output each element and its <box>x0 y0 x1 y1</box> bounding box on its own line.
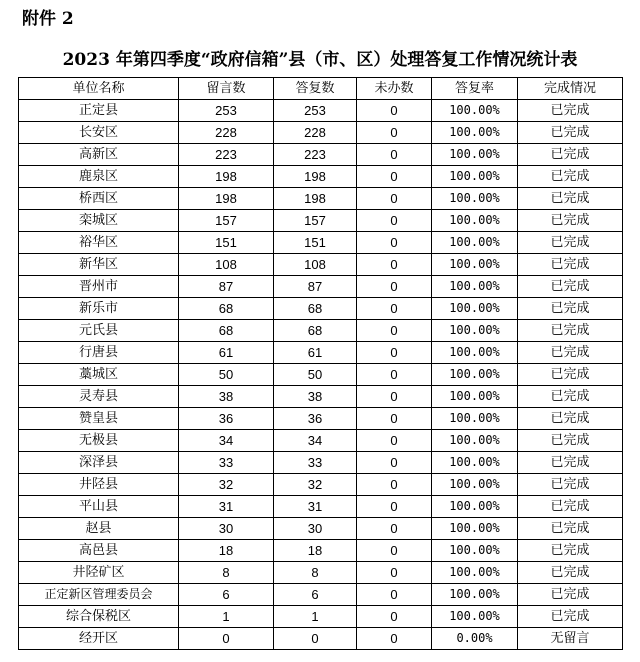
pending-count-cell: 0 <box>357 166 432 188</box>
reply-rate-cell: 100.00% <box>432 606 518 628</box>
completion-status-cell: 已完成 <box>518 166 623 188</box>
message-count-cell: 31 <box>179 496 274 518</box>
message-count-cell: 1 <box>179 606 274 628</box>
completion-status-cell: 已完成 <box>518 144 623 166</box>
reply-rate-cell: 100.00% <box>432 210 518 232</box>
message-count-cell: 34 <box>179 430 274 452</box>
reply-count-cell: 33 <box>274 452 357 474</box>
reply-rate-cell: 100.00% <box>432 298 518 320</box>
header-completion-status: 完成情况 <box>518 78 623 100</box>
table-row <box>19 474 623 496</box>
completion-status-cell: 已完成 <box>518 584 623 606</box>
reply-rate-cell: 100.00% <box>432 188 518 210</box>
reply-count-cell: 198 <box>274 188 357 210</box>
completion-status-cell: 已完成 <box>518 320 623 342</box>
reply-count-cell: 151 <box>274 232 357 254</box>
unit-name-cell: 裕华区 <box>19 232 179 254</box>
completion-status-cell: 已完成 <box>518 342 623 364</box>
reply-rate-cell: 100.00% <box>432 100 518 122</box>
completion-status-cell: 已完成 <box>518 100 623 122</box>
header-reply-count: 答复数 <box>274 78 357 100</box>
reply-count-cell: 223 <box>274 144 357 166</box>
reply-count-cell: 61 <box>274 342 357 364</box>
table-row <box>19 408 623 430</box>
unit-name-cell: 鹿泉区 <box>19 166 179 188</box>
reply-rate-cell: 100.00% <box>432 232 518 254</box>
reply-count-cell: 36 <box>274 408 357 430</box>
reply-rate-cell: 100.00% <box>432 452 518 474</box>
completion-status-cell: 已完成 <box>518 188 623 210</box>
completion-status-cell: 已完成 <box>518 364 623 386</box>
reply-rate-cell: 0.00% <box>432 628 518 650</box>
reply-rate-cell: 100.00% <box>432 518 518 540</box>
reply-count-cell: 68 <box>274 298 357 320</box>
completion-status-cell: 已完成 <box>518 474 623 496</box>
table-row <box>19 276 623 298</box>
header-message-count: 留言数 <box>179 78 274 100</box>
unit-name-cell: 赞皇县 <box>19 408 179 430</box>
reply-count-cell: 34 <box>274 430 357 452</box>
pending-count-cell: 0 <box>357 254 432 276</box>
unit-name-cell: 正定新区管理委员会 <box>19 584 179 606</box>
completion-status-cell: 已完成 <box>518 210 623 232</box>
table-row <box>19 430 623 452</box>
reply-rate-cell: 100.00% <box>432 320 518 342</box>
unit-name-cell: 栾城区 <box>19 210 179 232</box>
message-count-cell: 33 <box>179 452 274 474</box>
message-count-cell: 36 <box>179 408 274 430</box>
reply-rate-cell: 100.00% <box>432 144 518 166</box>
message-count-cell: 30 <box>179 518 274 540</box>
pending-count-cell: 0 <box>357 584 432 606</box>
message-count-cell: 68 <box>179 298 274 320</box>
table-row <box>19 606 623 628</box>
pending-count-cell: 0 <box>357 540 432 562</box>
unit-name-cell: 桥西区 <box>19 188 179 210</box>
unit-name-cell: 元氏县 <box>19 320 179 342</box>
reply-rate-cell: 100.00% <box>432 408 518 430</box>
pending-count-cell: 0 <box>357 386 432 408</box>
unit-name-cell: 正定县 <box>19 100 179 122</box>
table-row <box>19 342 623 364</box>
header-reply-rate: 答复率 <box>432 78 518 100</box>
unit-name-cell: 藁城区 <box>19 364 179 386</box>
pending-count-cell: 0 <box>357 342 432 364</box>
unit-name-cell: 无极县 <box>19 430 179 452</box>
pending-count-cell: 0 <box>357 320 432 342</box>
completion-status-cell: 已完成 <box>518 122 623 144</box>
pending-count-cell: 0 <box>357 474 432 496</box>
message-count-cell: 61 <box>179 342 274 364</box>
message-count-cell: 87 <box>179 276 274 298</box>
unit-name-cell: 新华区 <box>19 254 179 276</box>
reply-count-cell: 157 <box>274 210 357 232</box>
reply-count-cell: 50 <box>274 364 357 386</box>
reply-count-cell: 68 <box>274 320 357 342</box>
unit-name-cell: 赵县 <box>19 518 179 540</box>
reply-count-cell: 228 <box>274 122 357 144</box>
reply-count-cell: 31 <box>274 496 357 518</box>
pending-count-cell: 0 <box>357 408 432 430</box>
reply-count-cell: 1 <box>274 606 357 628</box>
unit-name-cell: 长安区 <box>19 122 179 144</box>
reply-count-cell: 38 <box>274 386 357 408</box>
message-count-cell: 18 <box>179 540 274 562</box>
completion-status-cell: 已完成 <box>518 386 623 408</box>
reply-rate-cell: 100.00% <box>432 166 518 188</box>
unit-name-cell: 行唐县 <box>19 342 179 364</box>
reply-rate-cell: 100.00% <box>432 122 518 144</box>
pending-count-cell: 0 <box>357 122 432 144</box>
table-row <box>19 628 623 650</box>
message-count-cell: 198 <box>179 188 274 210</box>
completion-status-cell: 已完成 <box>518 496 623 518</box>
reply-count-cell: 8 <box>274 562 357 584</box>
reply-count-cell: 198 <box>274 166 357 188</box>
message-count-cell: 198 <box>179 166 274 188</box>
reply-count-cell: 87 <box>274 276 357 298</box>
table-row <box>19 386 623 408</box>
completion-status-cell: 已完成 <box>518 606 623 628</box>
message-count-cell: 228 <box>179 122 274 144</box>
reply-rate-cell: 100.00% <box>432 584 518 606</box>
table-row <box>19 232 623 254</box>
reply-rate-cell: 100.00% <box>432 342 518 364</box>
reply-rate-cell: 100.00% <box>432 276 518 298</box>
unit-name-cell: 新乐市 <box>19 298 179 320</box>
table-row <box>19 584 623 606</box>
unit-name-cell: 灵寿县 <box>19 386 179 408</box>
completion-status-cell: 已完成 <box>518 430 623 452</box>
table-row <box>19 298 623 320</box>
table-row <box>19 144 623 166</box>
reply-rate-cell: 100.00% <box>432 496 518 518</box>
completion-status-cell: 已完成 <box>518 298 623 320</box>
unit-name-cell: 综合保税区 <box>19 606 179 628</box>
pending-count-cell: 0 <box>357 232 432 254</box>
table-header <box>19 78 623 100</box>
message-count-cell: 157 <box>179 210 274 232</box>
pending-count-cell: 0 <box>357 628 432 650</box>
table-row <box>19 496 623 518</box>
pending-count-cell: 0 <box>357 210 432 232</box>
reply-count-cell: 18 <box>274 540 357 562</box>
pending-count-cell: 0 <box>357 430 432 452</box>
reply-rate-cell: 100.00% <box>432 386 518 408</box>
unit-name-cell: 平山县 <box>19 496 179 518</box>
header-pending-count: 未办数 <box>357 78 432 100</box>
header-row <box>19 78 623 100</box>
pending-count-cell: 0 <box>357 496 432 518</box>
table-row <box>19 540 623 562</box>
reply-count-cell: 108 <box>274 254 357 276</box>
reply-count-cell: 30 <box>274 518 357 540</box>
table-row <box>19 562 623 584</box>
unit-name-cell: 井陉矿区 <box>19 562 179 584</box>
pending-count-cell: 0 <box>357 364 432 386</box>
pending-count-cell: 0 <box>357 144 432 166</box>
completion-status-cell: 已完成 <box>518 408 623 430</box>
unit-name-cell: 高新区 <box>19 144 179 166</box>
message-count-cell: 8 <box>179 562 274 584</box>
unit-name-cell: 井陉县 <box>19 474 179 496</box>
completion-status-cell: 已完成 <box>518 232 623 254</box>
table-row <box>19 254 623 276</box>
reply-count-cell: 0 <box>274 628 357 650</box>
message-count-cell: 253 <box>179 100 274 122</box>
reply-count-cell: 253 <box>274 100 357 122</box>
message-count-cell: 108 <box>179 254 274 276</box>
reply-rate-cell: 100.00% <box>432 540 518 562</box>
message-count-cell: 32 <box>179 474 274 496</box>
table-row <box>19 100 623 122</box>
reply-rate-cell: 100.00% <box>432 364 518 386</box>
table-row <box>19 122 623 144</box>
completion-status-cell: 已完成 <box>518 276 623 298</box>
reply-count-cell: 32 <box>274 474 357 496</box>
reply-rate-cell: 100.00% <box>432 254 518 276</box>
table-body <box>19 100 623 650</box>
reply-count-cell: 6 <box>274 584 357 606</box>
message-count-cell: 38 <box>179 386 274 408</box>
unit-name-cell: 高邑县 <box>19 540 179 562</box>
message-count-cell: 6 <box>179 584 274 606</box>
unit-name-cell: 深泽县 <box>19 452 179 474</box>
table-row <box>19 210 623 232</box>
pending-count-cell: 0 <box>357 452 432 474</box>
completion-status-cell: 已完成 <box>518 452 623 474</box>
pending-count-cell: 0 <box>357 188 432 210</box>
pending-count-cell: 0 <box>357 100 432 122</box>
reply-rate-cell: 100.00% <box>432 562 518 584</box>
completion-status-cell: 已完成 <box>518 540 623 562</box>
message-count-cell: 223 <box>179 144 274 166</box>
completion-status-cell: 已完成 <box>518 254 623 276</box>
statistics-table <box>18 77 623 650</box>
unit-name-cell: 晋州市 <box>19 276 179 298</box>
unit-name-cell: 经开区 <box>19 628 179 650</box>
table-row <box>19 518 623 540</box>
pending-count-cell: 0 <box>357 562 432 584</box>
reply-rate-cell: 100.00% <box>432 430 518 452</box>
completion-status-cell: 无留言 <box>518 628 623 650</box>
reply-rate-cell: 100.00% <box>432 474 518 496</box>
message-count-cell: 0 <box>179 628 274 650</box>
message-count-cell: 151 <box>179 232 274 254</box>
pending-count-cell: 0 <box>357 518 432 540</box>
table-row <box>19 166 623 188</box>
table-row <box>19 452 623 474</box>
table-row <box>19 320 623 342</box>
header-unit-name: 单位名称 <box>19 78 179 100</box>
message-count-cell: 50 <box>179 364 274 386</box>
pending-count-cell: 0 <box>357 276 432 298</box>
message-count-cell: 68 <box>179 320 274 342</box>
attachment-label: 附件 2 <box>22 9 74 29</box>
page-title: 2023 年第四季度“政府信箱”县（市、区）处理答复工作情况统计表 <box>62 50 578 70</box>
pending-count-cell: 0 <box>357 606 432 628</box>
completion-status-cell: 已完成 <box>518 518 623 540</box>
pending-count-cell: 0 <box>357 298 432 320</box>
completion-status-cell: 已完成 <box>518 562 623 584</box>
table-row <box>19 364 623 386</box>
table-row <box>19 188 623 210</box>
